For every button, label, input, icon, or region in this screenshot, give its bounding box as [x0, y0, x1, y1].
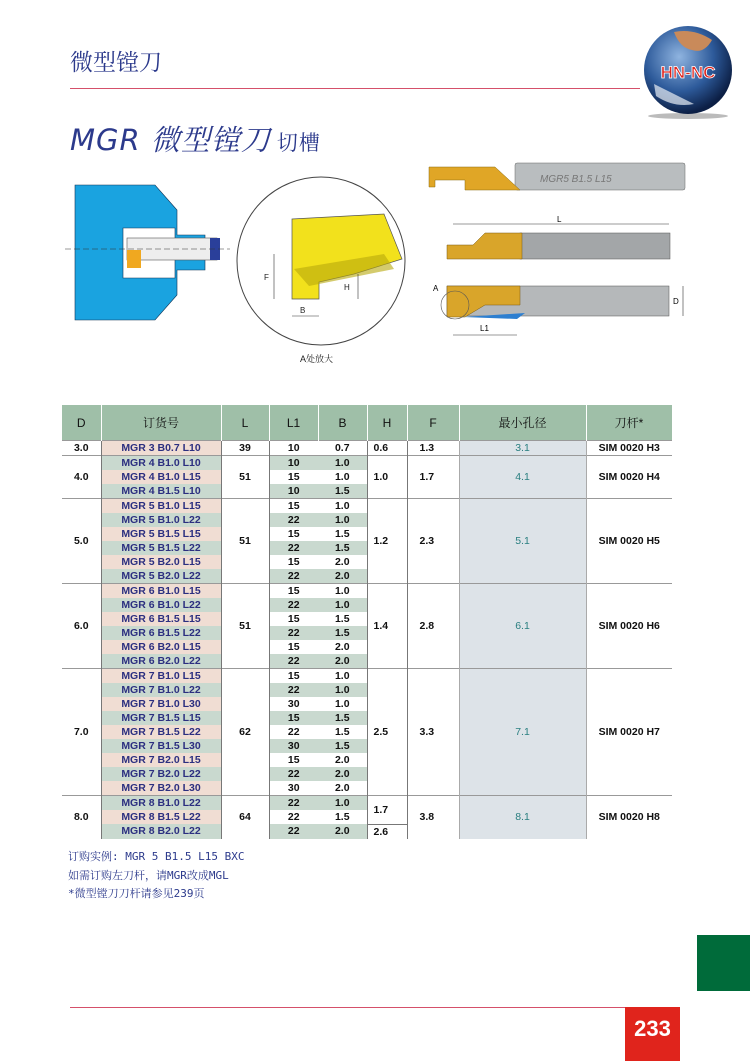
h-cell: 1.7	[367, 796, 407, 825]
order-code-cell: MGR 6 B2.0 L15	[101, 640, 221, 654]
width-cell: 1.5	[318, 527, 367, 541]
order-code-cell: MGR 7 B1.0 L22	[101, 683, 221, 697]
divider	[70, 88, 640, 89]
min-bore-cell: 6.1	[459, 584, 586, 669]
order-code-cell: MGR 5 B1.0 L22	[101, 513, 221, 527]
l1-cell: 22	[269, 513, 318, 527]
dim-H: H	[344, 283, 350, 292]
l1-cell: 15	[287, 471, 300, 483]
order-code-cell: MGR 6 B2.0 L22	[101, 654, 221, 669]
title-sub: 切槽	[276, 131, 321, 155]
l1-cell: 22	[269, 767, 318, 781]
column-header: L	[221, 405, 269, 441]
width-cell: 1.0	[318, 470, 367, 484]
holder-cell: SIM 0020 H5	[586, 499, 672, 584]
column-header: 最小孔径	[459, 405, 586, 441]
order-code-cell: MGR 7 B1.5 L15	[101, 711, 221, 725]
l1-cell: 30	[269, 739, 318, 753]
holder-cell: SIM 0020 H7	[586, 669, 672, 796]
order-code-cell: MGR 8 B2.0 L22	[101, 824, 221, 839]
order-code-cell: MGR 6 B1.5 L15	[101, 612, 221, 626]
width-cell: 1.5	[318, 725, 367, 739]
width-cell: 1.0	[318, 598, 367, 612]
l1-cell: 22	[269, 683, 318, 697]
page-title	[70, 118, 321, 159]
l1-cell: 30	[287, 782, 300, 794]
width-cell: 1.5	[318, 484, 367, 499]
width-cell: 2.0	[318, 640, 367, 654]
order-code-cell: MGR 4 B1.0 L15	[101, 470, 221, 484]
width-cell: 1.5	[318, 541, 367, 555]
note-left-hand: 如需订购左刀杆，请MGR改成MGL	[68, 868, 229, 882]
column-header: 订货号	[101, 405, 221, 441]
order-code-cell: MGR 7 B1.5 L22	[101, 725, 221, 739]
dim-F: F	[264, 273, 269, 282]
l1-cell: 15	[287, 528, 300, 540]
l1-cell: 22	[269, 796, 318, 811]
l1-cell: 22	[287, 726, 300, 738]
width-cell: 1.5	[318, 711, 367, 725]
f-cell: 3.8	[407, 796, 459, 839]
length-cell: 62	[221, 669, 269, 796]
section-tab	[697, 935, 750, 991]
l1-cell: 15	[287, 556, 300, 568]
diameter-cell: 4.0	[62, 456, 101, 499]
width-cell: 1.0	[318, 456, 367, 471]
order-code-cell: MGR 5 B1.0 L15	[101, 499, 221, 514]
table-row	[62, 584, 672, 599]
f-cell: 2.8	[407, 584, 459, 669]
order-code-cell: MGR 3 B0.7 L10	[101, 441, 221, 456]
logo-text: HN-NC	[660, 63, 716, 82]
width-cell: 1.0	[318, 697, 367, 711]
hn-nc-globe-logo	[634, 24, 746, 120]
h-cell: 0.6	[367, 441, 407, 456]
min-bore-cell: 4.1	[459, 456, 586, 499]
tool-marking: MGR5 B1.5 L15	[540, 174, 612, 185]
l1-cell: 15	[269, 669, 318, 684]
l1-cell: 15	[269, 711, 318, 725]
width-cell: 2.0	[318, 654, 367, 669]
length-cell: 39	[221, 441, 269, 456]
l1-cell: 10	[269, 441, 318, 456]
section-title: 微型镗刀	[70, 50, 162, 76]
h-cell: 1.0	[367, 456, 407, 499]
width-cell: 1.5	[318, 612, 367, 626]
l1-cell: 10	[269, 484, 318, 499]
width-cell: 1.0	[318, 683, 367, 697]
order-code-cell: MGR 7 B2.0 L15	[101, 753, 221, 767]
diameter-cell: 5.0	[62, 499, 101, 584]
l1-cell: 22	[269, 541, 318, 555]
order-code-cell: MGR 5 B2.0 L15	[101, 555, 221, 569]
order-code-cell: MGR 6 B1.5 L22	[101, 626, 221, 640]
h-cell: 1.2	[367, 499, 407, 584]
note-holder-ref: *微型镗刀刀杆请参见239页	[68, 887, 205, 900]
order-code-cell: MGR 7 B2.0 L30	[101, 781, 221, 796]
f-cell: 3.3	[407, 669, 459, 796]
l1-cell: 15	[269, 499, 318, 514]
diameter-cell: 8.0	[62, 796, 101, 839]
min-bore-cell: 7.1	[459, 669, 586, 796]
order-code-cell: MGR 4 B1.5 L10	[101, 484, 221, 499]
l1-cell: 30	[287, 698, 300, 710]
diameter-cell: 7.0	[62, 669, 101, 796]
order-code-cell: MGR 8 B1.0 L22	[101, 796, 221, 811]
order-code-cell: MGR 5 B1.5 L15	[101, 527, 221, 541]
table-row	[62, 796, 672, 811]
width-cell: 1.5	[318, 739, 367, 753]
notes	[68, 848, 244, 904]
table-row	[62, 499, 672, 514]
holder-cell: SIM 0020 H3	[586, 441, 672, 456]
order-code-cell: MGR 8 B1.5 L22	[101, 810, 221, 824]
h-cell: 2.6	[367, 824, 407, 839]
holder-cell: SIM 0020 H8	[586, 796, 672, 839]
width-cell: 1.5	[318, 626, 367, 640]
width-cell: 2.0	[318, 555, 367, 569]
width-cell: 2.0	[318, 824, 367, 839]
tool-images	[425, 155, 695, 345]
l1-cell: 10	[269, 456, 318, 471]
l1-cell: 22	[269, 598, 318, 612]
table-row	[62, 669, 672, 684]
column-header: H	[367, 405, 407, 441]
f-cell: 2.3	[407, 499, 459, 584]
width-cell: 1.0	[318, 584, 367, 599]
f-cell: 1.7	[407, 456, 459, 499]
l1-cell: 22	[269, 654, 318, 669]
h-cell: 2.5	[367, 669, 407, 796]
column-header: D	[62, 405, 101, 441]
order-code-cell: MGR 4 B1.0 L10	[101, 456, 221, 471]
title-main: MGR 微型镗刀	[70, 123, 271, 157]
length-cell: 51	[221, 456, 269, 499]
l1-cell: 15	[287, 754, 300, 766]
width-cell: 1.0	[318, 513, 367, 527]
note-order-example: 订购实例: MGR 5 B1.5 L15 BXC	[68, 850, 245, 863]
length-cell: 51	[221, 584, 269, 669]
order-code-cell: MGR 7 B1.5 L30	[101, 739, 221, 753]
table-row	[62, 456, 672, 471]
width-cell: 2.0	[318, 767, 367, 781]
dim-D: D	[673, 297, 679, 306]
width-cell: 2.0	[318, 569, 367, 584]
holder-cell: SIM 0020 H6	[586, 584, 672, 669]
h-cell: 1.4	[367, 584, 407, 669]
page-number: 233	[625, 1007, 680, 1061]
diameter-cell: 3.0	[62, 441, 101, 456]
detail-caption: A处放大	[300, 354, 334, 364]
l1-cell: 15	[287, 613, 300, 625]
l1-cell: 15	[287, 641, 300, 653]
dim-L1: L1	[480, 324, 489, 333]
column-header: 刀杆*	[586, 405, 672, 441]
order-code-cell: MGR 7 B1.0 L15	[101, 669, 221, 684]
dim-L: L	[557, 215, 562, 224]
l1-cell: 15	[269, 584, 318, 599]
product-table	[62, 405, 673, 839]
width-cell: 1.0	[318, 796, 367, 811]
min-bore-cell: 8.1	[459, 796, 586, 839]
label-A: A	[433, 284, 439, 293]
min-bore-cell: 5.1	[459, 499, 586, 584]
order-code-cell: MGR 7 B1.0 L30	[101, 697, 221, 711]
column-header: B	[318, 405, 367, 441]
width-cell: 2.0	[318, 781, 367, 796]
width-cell: 0.7	[318, 441, 367, 456]
order-code-cell: MGR 5 B2.0 L22	[101, 569, 221, 584]
l1-cell: 22	[269, 824, 318, 839]
l1-cell: 22	[269, 626, 318, 640]
min-bore-cell: 3.1	[459, 441, 586, 456]
l1-cell: 22	[269, 569, 318, 584]
column-header: F	[407, 405, 459, 441]
divider	[70, 1007, 625, 1008]
column-header: L1	[269, 405, 318, 441]
width-cell: 2.0	[318, 753, 367, 767]
length-cell: 64	[221, 796, 269, 839]
length-cell: 51	[221, 499, 269, 584]
width-cell: 1.0	[318, 499, 367, 514]
order-code-cell: MGR 6 B1.0 L15	[101, 584, 221, 599]
f-cell: 1.3	[407, 441, 459, 456]
order-code-cell: MGR 5 B1.5 L22	[101, 541, 221, 555]
order-code-cell: MGR 7 B2.0 L22	[101, 767, 221, 781]
width-cell: 1.0	[318, 669, 367, 684]
machining-diagram	[65, 180, 230, 325]
table-header-row	[62, 405, 672, 441]
l1-cell: 22	[287, 811, 300, 823]
width-cell: 1.5	[318, 810, 367, 824]
order-code-cell: MGR 6 B1.0 L22	[101, 598, 221, 612]
table-row	[62, 441, 672, 456]
detail-a-diagram	[234, 174, 419, 349]
diameter-cell: 6.0	[62, 584, 101, 669]
dim-B: B	[300, 306, 306, 315]
holder-cell: SIM 0020 H4	[586, 456, 672, 499]
